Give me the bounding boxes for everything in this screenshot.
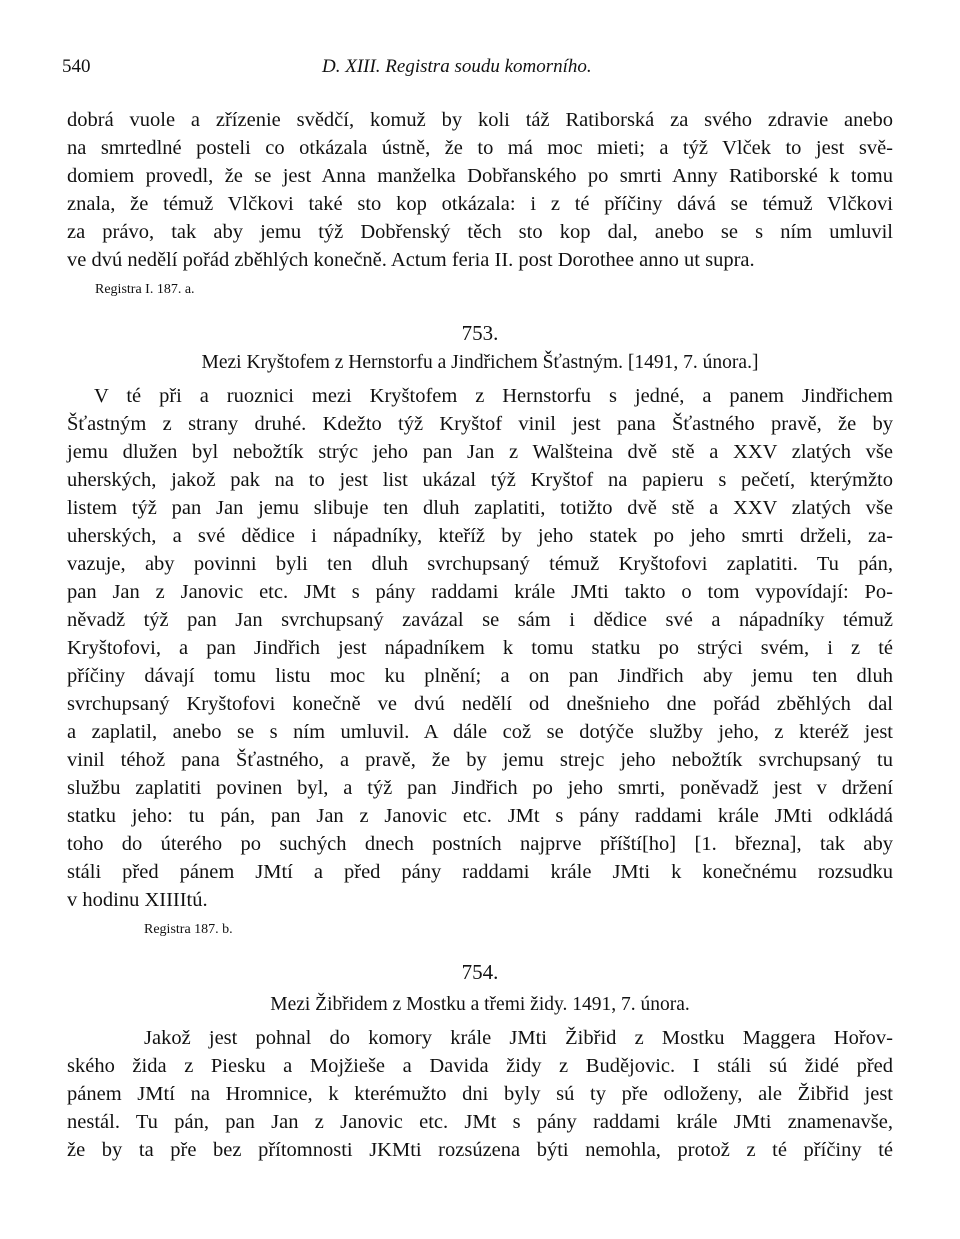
text-line: za právo, tak aby jemu týž Dobřenský těch sto kop dal, anebo se s ním umluvil xyxy=(67,221,893,243)
text-line: uherských, jakož pak na to jest list ukázal týž Kryštof na papieru s pečetí, kterýmžto xyxy=(67,469,893,491)
text-line: službu zaplatiti povinen byl, a týž pan Jindřich po jeho smrti, poněvadž jest v držení xyxy=(67,777,893,799)
text-line: nestál. Tu pán, pan Jan z Janovic etc. JMt s pány raddami krále JMti znamenavše, xyxy=(67,1111,893,1133)
text-line: listem týž pan Jan jemu slibuje ten dluh zaplatiti, totižto dvě stě a XXV zlatých vše xyxy=(67,497,893,519)
text-line: vazuje, aby povinni byli ten dluh svrchupsaný témuž Kryštofovi zaplatiti. Tu pán, xyxy=(67,553,893,575)
text-line: pánem JMtí na Hromnice, k kterémužto dni byly sú ty pře odloženy, ale Žibřid jest xyxy=(67,1083,893,1105)
text-line: v hodinu XIIIItú. xyxy=(67,889,208,911)
text-line: příčiny dávají tomu listu moc ku plnění; a on pan Jindřich aby jemu ten dluh xyxy=(67,665,893,687)
text-line: vinil téhož pana Šťastného, a pravě, že by jemu strejc jeho nebožtík svrchupsaný tu xyxy=(67,749,893,771)
text-line: svrchupsaný Kryštofovi konečně ve dvú nedělí od dnešnieho dne pořád zběhlých dal xyxy=(67,693,893,715)
entry-heading: Mezi Žibřidem z Mostku a třemi židy. 1491, 7. února. xyxy=(270,994,690,1015)
text-line: Šťastným z strany druhé. Kdežto týž Kryštof vinil jest pana Šťastného pravě, že by xyxy=(67,413,893,435)
text-line: něvadž týž pan Jan svrchupsaný zavázal se sám i dědice své a nápadníky témuž xyxy=(67,609,893,631)
text-line: Jakož jest pohnal do komory krále JMti Žibřid z Mostku Maggera Hořov- xyxy=(144,1027,893,1049)
text-line: Kryštofovi, a pan Jindřich jest nápadníkem k tomu statku po strýci svém, i z té xyxy=(67,637,893,659)
text-line: dobrá vuole a zřízenie svědčí, komuž by koli táž Ratiborská za svého zdravie anebo xyxy=(67,109,893,131)
text-line: toho do úterého po suchých dnech postních najprve příští[ho] [1. března], tak aby xyxy=(67,833,893,855)
text-line: ského žida z Piesku a Mojžieše a Davida židy z Budějovic. I stáli sú židé před xyxy=(67,1055,893,1077)
text-line: V té při a ruoznici mezi Kryštofem z Hernstorfu s jedné, a panem Jindřichem xyxy=(94,385,893,407)
running-title: D. XIII. Registra soudu komorního. xyxy=(322,56,592,77)
text-line: pan Jan z Janovic etc. JMt s pány raddami krále JMti takto o tom vypovídají: Po- xyxy=(67,581,893,603)
text-line: stáli před pánem JMtí a před pány raddami krále JMti k konečnému rozsudku xyxy=(67,861,893,883)
entry-number: 753. xyxy=(461,321,499,345)
source-reference: Registra I. 187. a. xyxy=(95,282,195,297)
text-line: statku jeho: tu pán, pan Jan z Janovic etc. JMt s pány raddami krále JMti odkládá xyxy=(67,805,893,827)
entry-number: 754. xyxy=(461,960,499,984)
text-line: ve dvú nedělí pořád zběhlých konečně. Actum feria II. post Dorothee anno ut supra. xyxy=(67,249,755,271)
page-number: 540 xyxy=(62,56,91,77)
text-line: že by ta pře bez přítomnosti JKMti rozsúzena býti nemohla, protož z té příčiny té xyxy=(67,1139,893,1161)
text-line: uherských, a své dědice i nápadníky, kteříž by jeho statek po jeho smrti drželi, za- xyxy=(67,525,893,547)
entry-heading: Mezi Kryštofem z Hernstorfu a Jindřichem Šťastným. [1491, 7. února.] xyxy=(201,352,759,373)
source-reference: Registra 187. b. xyxy=(144,922,233,937)
text-line: domiem provedl, že se jest Anna manželka Dobřanského po smrti Anny Ratiborské k tomu xyxy=(67,165,893,187)
text-line: jemu dlužen byl nebožtík strýc jeho pan Jan z Walšteina dvě stě a XXV zlatých vše xyxy=(67,441,893,463)
text-line: na smrtedlné posteli co otkázala ústně, že to má moc mieti; a týž Vlček to jest svě- xyxy=(67,137,893,159)
text-line: znala, že témuž Vlčkovi také sto kop otkázala: i z té příčiny dává se témuž Vlčkovi xyxy=(67,193,893,215)
text-line: a zaplatil, anebo se s ním umluvil. A dále což se dotýče služby jeho, z kteréž jest xyxy=(67,721,893,743)
